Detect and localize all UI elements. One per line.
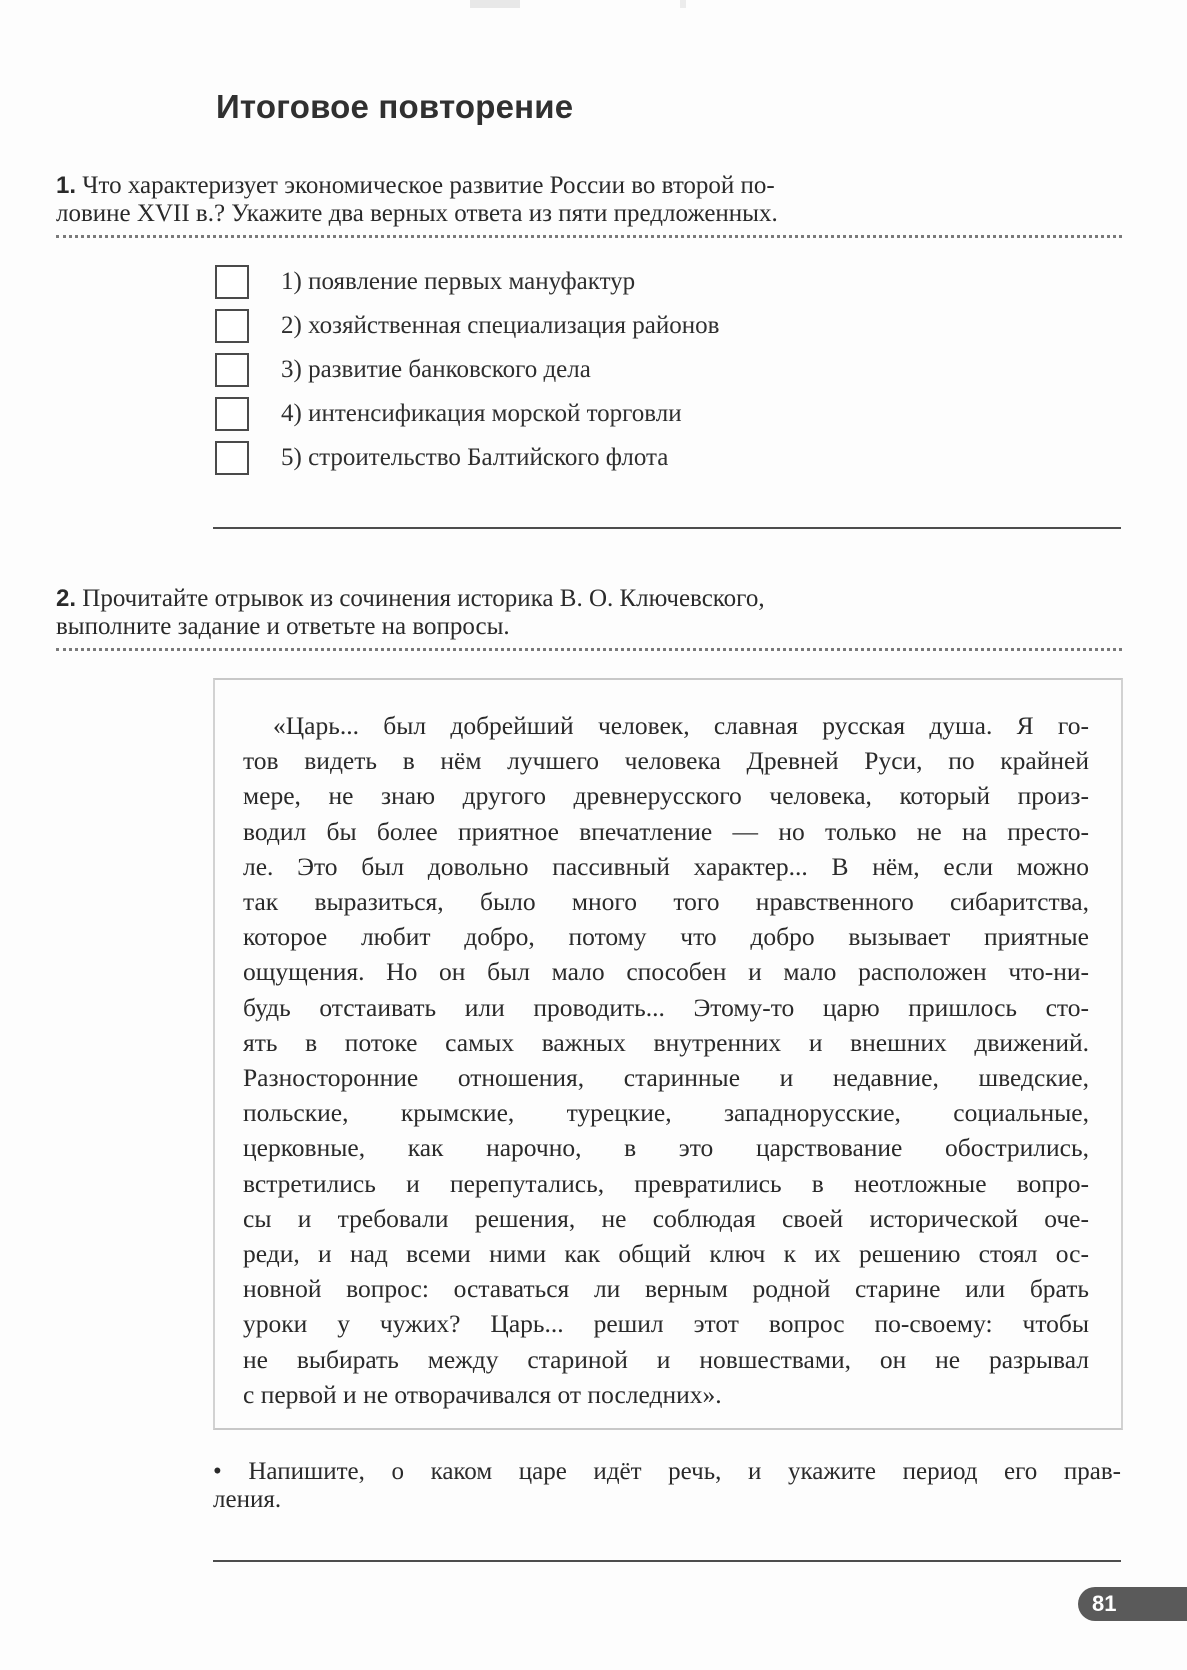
- passage-line: так выразиться, было много того нравственного сибаритства,: [243, 887, 1089, 917]
- option-3-checkbox[interactable]: [215, 353, 249, 387]
- option-5-checkbox[interactable]: [215, 441, 249, 475]
- task-2-text-line-2: выполните задание и ответьте на вопросы.: [56, 613, 510, 640]
- passage-line: польские, крымские, турецкие, западнорусские, социальные,: [243, 1098, 1089, 1128]
- task-1-text-line-1: Что характеризует экономическое развитие России во второй по-: [82, 172, 775, 199]
- passage-line: ле. Это был довольно пассивный характер... В нём, если можно: [243, 851, 1089, 881]
- passage-line: реди, и над всеми ними как общий ключ к их решению стоял ос-: [243, 1239, 1089, 1269]
- scan-artifact: [470, 0, 520, 8]
- option-1[interactable]: [215, 260, 719, 304]
- passage-text: [243, 708, 1089, 1412]
- passage-line: уроки у чужих? Царь... решил этот вопрос по-своему: чтобы: [243, 1309, 1089, 1339]
- task-1-options: [215, 260, 719, 480]
- task-2-heading: [56, 585, 1056, 641]
- option-5[interactable]: [215, 436, 719, 480]
- task-2-question: [213, 1458, 1121, 1514]
- passage-line: не выбирать между стариной и новшествами, он не разрывал: [243, 1344, 1089, 1374]
- task-1-heading: [56, 172, 1056, 228]
- option-4[interactable]: [215, 392, 719, 436]
- passage-line: «Царь... был добрейший человек, славная русская душа. Я го-: [273, 711, 1089, 740]
- klyuchevsky-passage-box: [213, 678, 1123, 1430]
- passage-line: которое любит добро, потому что добро вызывает приятные: [243, 922, 1089, 952]
- task-1-number: 1.: [56, 172, 77, 199]
- passage-line: новной вопрос: оставаться ли верным родной старине или брать: [243, 1274, 1089, 1304]
- page-title: Итоговое повторение: [216, 88, 574, 125]
- task-1-text-line-2: ловине XVII в.? Укажите два верных ответа из пяти предложенных.: [56, 200, 778, 227]
- passage-line: встретились и перепутались, превратились в неотложные вопро-: [243, 1168, 1089, 1198]
- question-line-1: Напишите, о каком царе идёт речь, и укажите период его прав-: [248, 1458, 1121, 1485]
- passage-line: церковные, как нарочно, в это царствование обострились,: [243, 1133, 1089, 1163]
- option-1-label: 1) появление первых мануфактур: [281, 268, 636, 295]
- task-2-text-line-1: Прочитайте отрывок из сочинения историка В. О. Ключевского,: [82, 585, 765, 612]
- question-line-2: ления.: [213, 1486, 282, 1513]
- option-1-checkbox[interactable]: [215, 265, 249, 299]
- passage-line: сы и требовали решения, не соблюдая своей исторической оче-: [243, 1203, 1089, 1233]
- option-2[interactable]: [215, 304, 719, 348]
- option-2-label: 2) хозяйственная специализация районов: [281, 312, 720, 339]
- passage-line: мере, не знаю другого древнерусского человека, который произ-: [243, 781, 1089, 811]
- passage-line: водил бы более приятное впечатление — но только не на престо-: [243, 816, 1089, 846]
- option-4-checkbox[interactable]: [215, 397, 249, 431]
- passage-line: Разносторонние отношения, старинные и недавние, шведские,: [243, 1063, 1089, 1093]
- page-number-badge: 81: [1078, 1587, 1187, 1621]
- option-2-checkbox[interactable]: [215, 309, 249, 343]
- option-3[interactable]: [215, 348, 719, 392]
- task-1-answer-line[interactable]: [213, 527, 1121, 529]
- passage-line: ощущения. Но он был мало способен и мало расположен что-ни-: [243, 957, 1089, 987]
- option-4-label: 4) интенсификация морской торговли: [281, 400, 682, 427]
- dotted-divider: [56, 235, 1122, 238]
- passage-line: с первой и не отворачивался от последних».: [243, 1379, 722, 1409]
- option-3-label: 3) развитие банковского дела: [281, 356, 591, 383]
- passage-line: тов видеть в нём лучшего человека Древней Руси, по крайней: [243, 746, 1089, 776]
- task-2-answer-line[interactable]: [213, 1560, 1121, 1562]
- dotted-divider: [56, 648, 1122, 651]
- passage-line: будь отстаивать или проводить... Этому-то царю пришлось сто-: [243, 992, 1089, 1022]
- task-2-number: 2.: [56, 585, 77, 612]
- scan-artifact: [680, 0, 686, 8]
- bullet-icon: •: [213, 1458, 222, 1485]
- passage-line: ять в потоке самых важных внутренних и внешних движений.: [243, 1027, 1089, 1057]
- option-5-label: 5) строительство Балтийского флота: [281, 444, 669, 471]
